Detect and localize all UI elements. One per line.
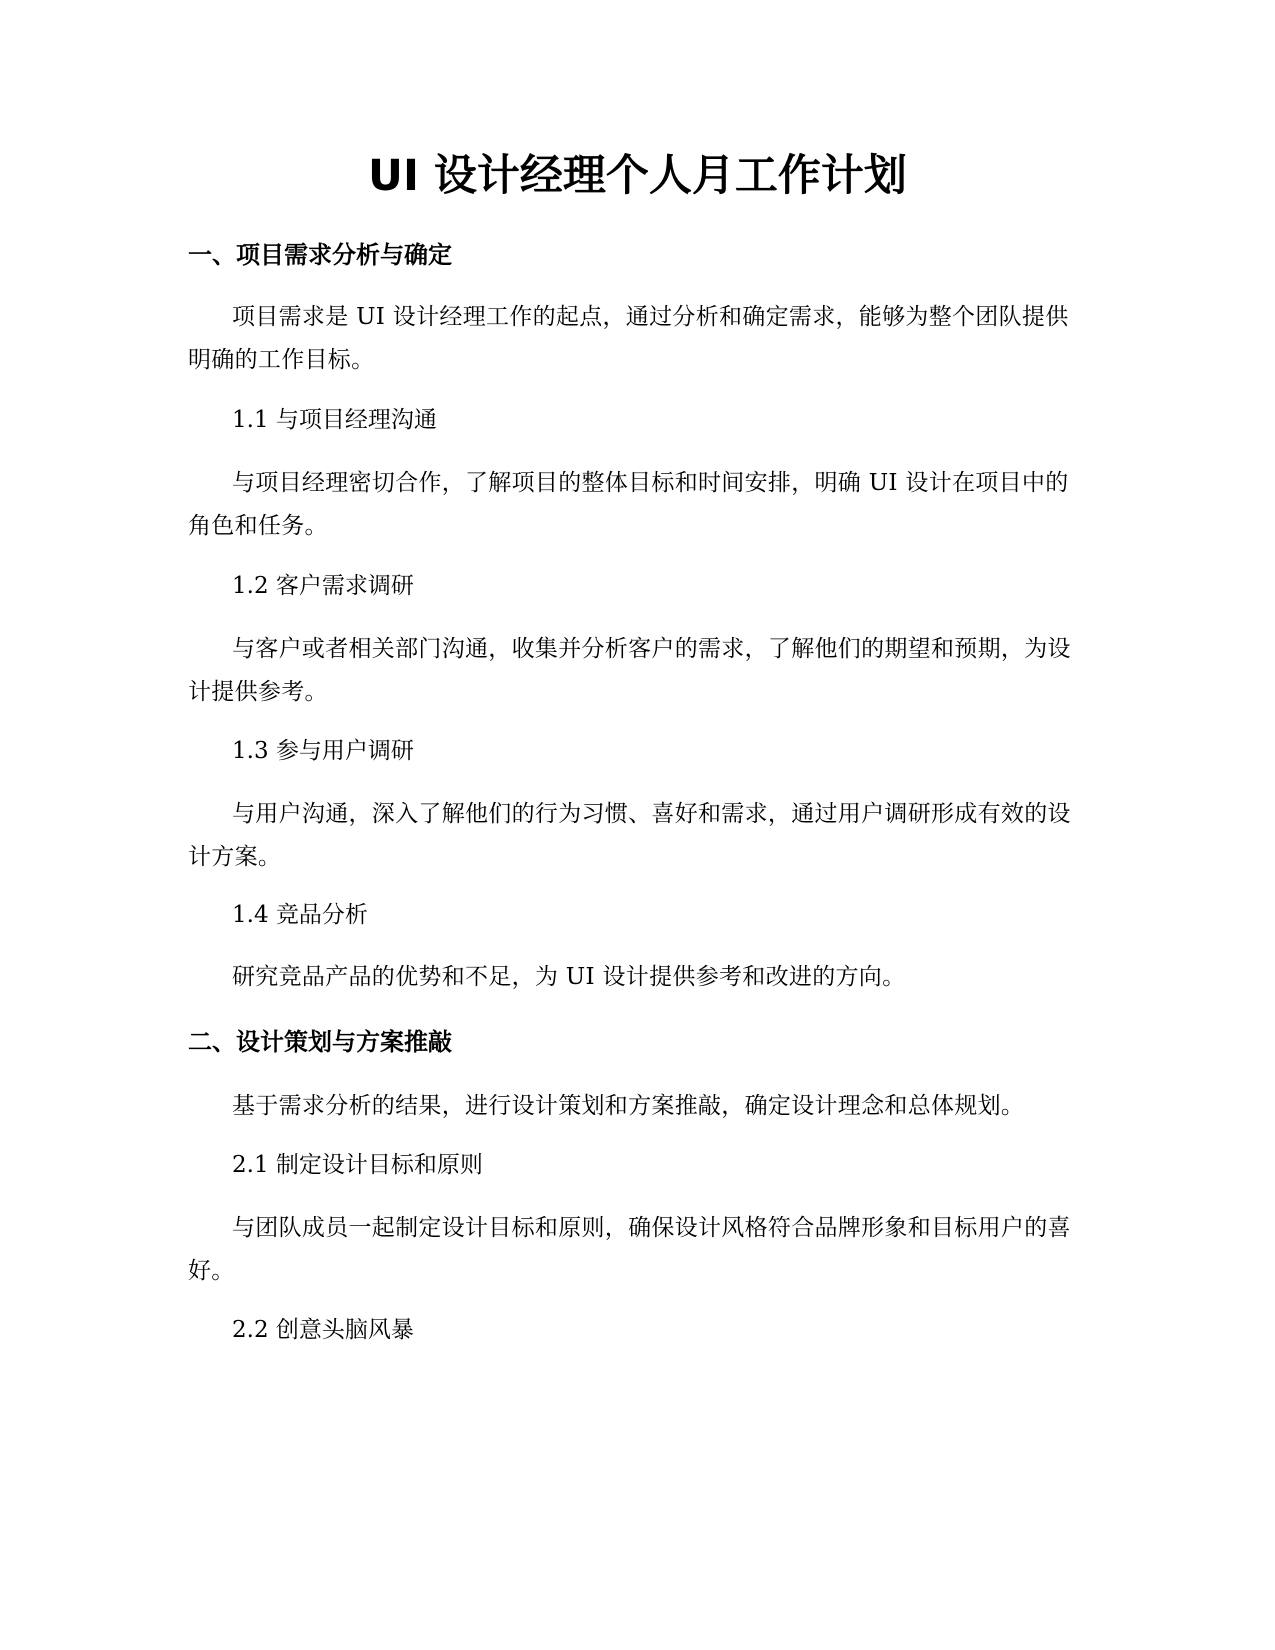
subsection-1-3-text: 与用户沟通，深入了解他们的行为习惯、喜好和需求，通过用户调研形成有效的设计方案。 (188, 801, 1071, 870)
subsection-heading-1-1: 1.1 与项目经理沟通 (232, 407, 437, 433)
subsection-2-1-text: 与团队成员一起制定设计目标和原则，确保设计风格符合品牌形象和目标用户的喜好。 (188, 1215, 1071, 1284)
subsection-heading-1-3: 1.3 参与用户调研 (232, 738, 414, 764)
subsection-1-1-text: 与项目经理密切合作，了解项目的整体目标和时间安排，明确 UI 设计在项目中的角色和任务。 (188, 470, 1069, 539)
subsection-heading-2-1: 2.1 制定设计目标和原则 (232, 1152, 483, 1178)
subsection-1-2-text: 与客户或者相关部门沟通，收集并分析客户的需求，了解他们的期望和预期，为设计提供参考。 (188, 636, 1071, 705)
subsection-heading-2-2: 2.2 创意头脑风暴 (232, 1317, 414, 1343)
subsection-heading-1-2: 1.2 客户需求调研 (232, 573, 414, 599)
section-heading-2: 二、设计策划与方案推敲 (188, 1028, 452, 1056)
subsection-1-4-text: 研究竞品产品的优势和不足，为 UI 设计提供参考和改进的方向。 (232, 964, 906, 990)
section-2-intro: 基于需求分析的结果，进行设计策划和方案推敲，确定设计理念和总体规划。 (232, 1093, 1025, 1119)
section-1-intro: 项目需求是 UI 设计经理工作的起点，通过分析和确定需求，能够为整个团队提供明确的工作目标。 (188, 304, 1069, 373)
section-heading-1: 一、项目需求分析与确定 (188, 241, 452, 269)
subsection-heading-1-4: 1.4 竞品分析 (232, 902, 368, 928)
document-title: UI 设计经理个人月工作计划 (368, 151, 907, 201)
